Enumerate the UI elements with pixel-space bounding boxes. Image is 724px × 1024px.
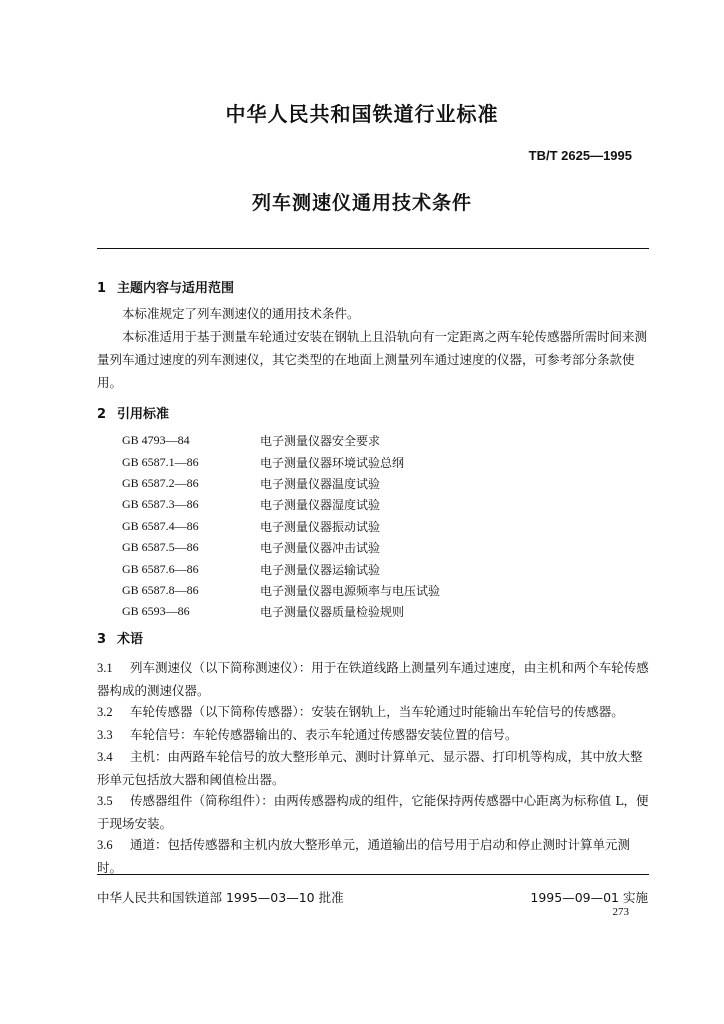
term-number: 3.3 (97, 727, 113, 742)
term-number: 3.5 (97, 794, 113, 808)
paragraph-text: 本标准规定了列车测速仪的通用技术条件。 (122, 306, 360, 321)
section-1-body (97, 302, 649, 394)
reference-row (122, 580, 582, 601)
footer-divider (97, 874, 649, 875)
term-text: 传感器组件（简称组件）：由两传感器构成的组件，它能保持两传感器中心距离为标称值 L，便于现场安装。 (97, 793, 649, 831)
paragraph (97, 302, 649, 325)
standard-header: 中华人民共和国铁道行业标准 (225, 102, 499, 126)
term-text: 车轮传感器（以下简称传感器）：安装在钢轨上，当车轮通过时能输出车轮信号的传感器。 (130, 704, 624, 719)
term-item (97, 724, 649, 747)
reference-name: 电子测量仪器安全要求 (260, 434, 381, 449)
reference-code: GB 6587.8—86 (122, 582, 199, 597)
reference-row (122, 494, 582, 515)
paragraph-text: 本标准适用于基于测量车轮通过安装在钢轨上且沿轨向有一定距离之两车轮传感器所需时间来测量列车通过速度的列车测速仪，其它类型的在地面上测量列车通过速度的仪器，可参考部分条款使用。 (97, 329, 648, 390)
term-item (97, 834, 649, 878)
reference-code: GB 6587.2—86 (122, 475, 199, 490)
reference-name: 电子测量仪器环境试验总纲 (260, 455, 405, 470)
paragraph (97, 325, 649, 394)
section-number: 1 (97, 281, 107, 296)
term-text: 车轮信号：车轮传感器输出的、表示车轮通过传感器安装位置的信号。 (130, 726, 518, 742)
section-2-heading (97, 403, 169, 422)
section-title: 术语 (117, 632, 144, 647)
reference-code: GB 6587.6—86 (122, 561, 199, 576)
reference-code: GB 4793—84 (122, 433, 190, 448)
section-number: 3 (97, 632, 107, 647)
document-title: 列车测速仪通用技术条件 (251, 192, 472, 214)
term-item (97, 746, 649, 790)
term-number: 3.6 (97, 838, 113, 852)
reference-code: GB 6587.1—86 (122, 454, 199, 469)
term-number: 3.2 (97, 705, 113, 719)
term-text: 列车测速仪（以下简称测速仪）：用于在铁道线路上测量列车通过速度，由主机和两个车轮传感器构成的测速仪器。 (97, 660, 649, 698)
reference-name: 电子测量仪器电源频率与电压试验 (260, 583, 441, 598)
term-number: 3.1 (97, 661, 113, 675)
reference-name: 电子测量仪器冲击试验 (260, 541, 381, 556)
reference-code: GB 6587.5—86 (122, 540, 199, 555)
section-title: 主题内容与适用范围 (117, 281, 235, 296)
page-number: 273 (612, 906, 629, 918)
reference-code: GB 6587.3—86 (122, 497, 199, 512)
reference-code: GB 6593—86 (122, 604, 190, 619)
reference-row (122, 601, 582, 622)
reference-row (122, 451, 582, 472)
term-item (97, 790, 649, 834)
reference-list (122, 430, 582, 623)
section-1-heading (97, 277, 234, 296)
approval-info: 中华人民共和国铁道部 1995—03—10 批准 (97, 890, 344, 905)
reference-row (122, 558, 582, 579)
reference-name: 电子测量仪器湿度试验 (260, 498, 381, 513)
standard-code: TB/T 2625—1995 (528, 148, 632, 163)
term-number: 3.4 (97, 750, 113, 764)
reference-row (122, 516, 582, 537)
section-3-body (97, 657, 649, 878)
reference-row (122, 430, 582, 451)
reference-code: GB 6587.4—86 (122, 518, 199, 533)
term-item (97, 701, 649, 724)
term-text: 主机：由两路车轮信号的放大整形单元、测时计算单元、显示器、打印机等构成，其中放大整形单元包括放大器和阈值检出器。 (97, 749, 643, 787)
term-text: 通道：包括传感器和主机内放大整形单元，通道输出的信号用于启动和停止测时计算单元测时。 (97, 837, 631, 875)
title-divider (97, 248, 649, 249)
reference-name: 电子测量仪器质量检验规则 (260, 605, 405, 620)
reference-name: 电子测量仪器运输试验 (260, 562, 381, 577)
section-title: 引用标准 (117, 407, 170, 422)
reference-row (122, 473, 582, 494)
reference-row (122, 537, 582, 558)
section-3-heading (97, 628, 143, 647)
effective-date: 1995—09—01 实施 (530, 890, 648, 905)
term-item (97, 657, 649, 701)
section-number: 2 (97, 407, 107, 422)
reference-name: 电子测量仪器温度试验 (260, 476, 381, 491)
reference-name: 电子测量仪器振动试验 (260, 519, 381, 534)
